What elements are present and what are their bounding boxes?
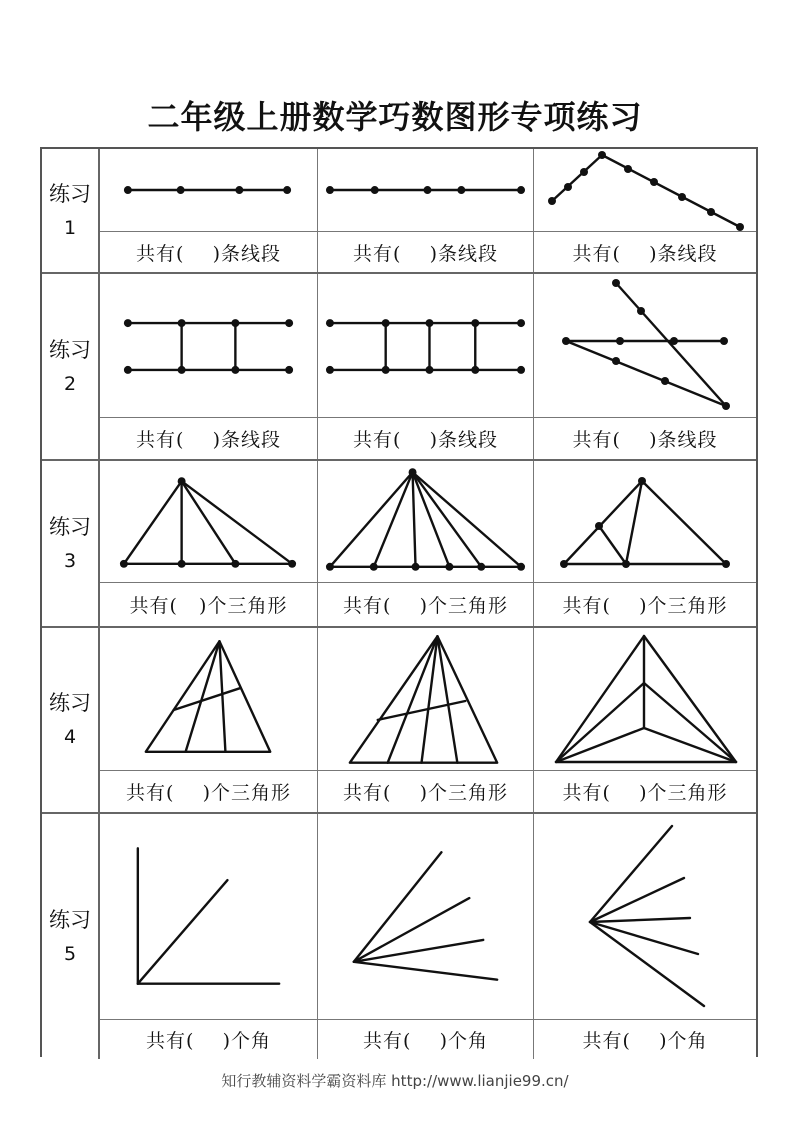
row-label-text: 练习 — [49, 337, 91, 362]
answer-prompt: 共有( )个三角形 — [100, 770, 317, 812]
exercise-row-4 — [42, 628, 756, 814]
row-label — [42, 149, 100, 272]
answer-prompt: 共有( )条线段 — [100, 231, 317, 272]
exercise-row-3 — [42, 461, 756, 628]
ladder-figure — [100, 274, 317, 419]
row-label — [42, 814, 100, 1059]
answer-prompt: 共有( )条线段 — [318, 231, 533, 272]
answer-prompt: 共有( )个角 — [100, 1019, 317, 1059]
answer-prompt: 共有( )个三角形 — [534, 582, 756, 626]
exercise-cell — [534, 461, 756, 626]
exercise-cell — [318, 149, 534, 272]
row-label-number: 4 — [63, 726, 77, 748]
exercise-row-1 — [42, 149, 756, 274]
answer-prompt: 共有( )条线段 — [534, 417, 756, 459]
exercise-cell — [100, 274, 318, 459]
exercise-cell — [534, 274, 756, 459]
exercise-cell — [318, 274, 534, 459]
row-label — [42, 628, 100, 812]
answer-prompt: 共有( )条线段 — [100, 417, 317, 459]
triangle-figure — [100, 461, 317, 583]
exercise-cell — [318, 461, 534, 626]
answer-prompt: 共有( )个角 — [318, 1019, 533, 1059]
line-segment-figure — [100, 149, 317, 233]
exercise-cell — [100, 814, 318, 1059]
answer-prompt: 共有( )个三角形 — [100, 582, 317, 626]
exercise-cell — [100, 149, 318, 272]
exercise-cell — [100, 461, 318, 626]
triangle-figure — [318, 461, 533, 583]
exercise-cell — [318, 814, 534, 1059]
row-label-number: 3 — [63, 549, 77, 572]
answer-prompt: 共有( )个三角形 — [534, 770, 756, 812]
answer-prompt: 共有( )条线段 — [534, 231, 756, 272]
exercise-cell — [318, 628, 534, 812]
row-label-number: 2 — [63, 372, 77, 395]
row-label-text: 练习 — [49, 907, 91, 932]
angle-figure — [534, 814, 756, 1020]
row-label-text: 练习 — [49, 181, 91, 206]
answer-prompt: 共有( )个角 — [534, 1019, 756, 1059]
row-label-text: 练习 — [49, 514, 91, 539]
ladder-figure — [318, 274, 533, 419]
exercise-cell — [100, 628, 318, 812]
exercise-cell — [534, 814, 756, 1059]
exercise-cell — [534, 628, 756, 812]
page-title: 二年级上册数学巧数图形专项练习 — [147, 98, 643, 136]
exercise-row-2 — [42, 274, 756, 461]
triangle-figure — [318, 628, 533, 772]
angle-figure — [100, 814, 317, 1020]
row-label — [42, 274, 100, 459]
exercise-cell — [534, 149, 756, 272]
crossing-lines-figure — [534, 274, 756, 419]
triangle-figure — [534, 628, 756, 772]
angle-figure — [318, 814, 533, 1020]
row-label — [42, 461, 100, 626]
row-label-text: 练习 — [49, 691, 91, 715]
footer-watermark: 知行教辅资料学霸资料库 http://www.lianjie99.cn/ — [221, 1072, 569, 1090]
exercise-row-5 — [42, 814, 756, 1059]
answer-prompt: 共有( )个三角形 — [318, 582, 533, 626]
triangle-figure — [100, 628, 317, 772]
exercise-table — [40, 147, 758, 1057]
answer-prompt: 共有( )个三角形 — [318, 770, 533, 812]
answer-prompt: 共有( )条线段 — [318, 417, 533, 459]
broken-line-figure — [534, 149, 756, 233]
line-segment-figure — [318, 149, 533, 233]
row-label-number: 5 — [63, 942, 77, 965]
row-label-number: 1 — [63, 216, 77, 239]
triangle-figure — [534, 461, 756, 583]
